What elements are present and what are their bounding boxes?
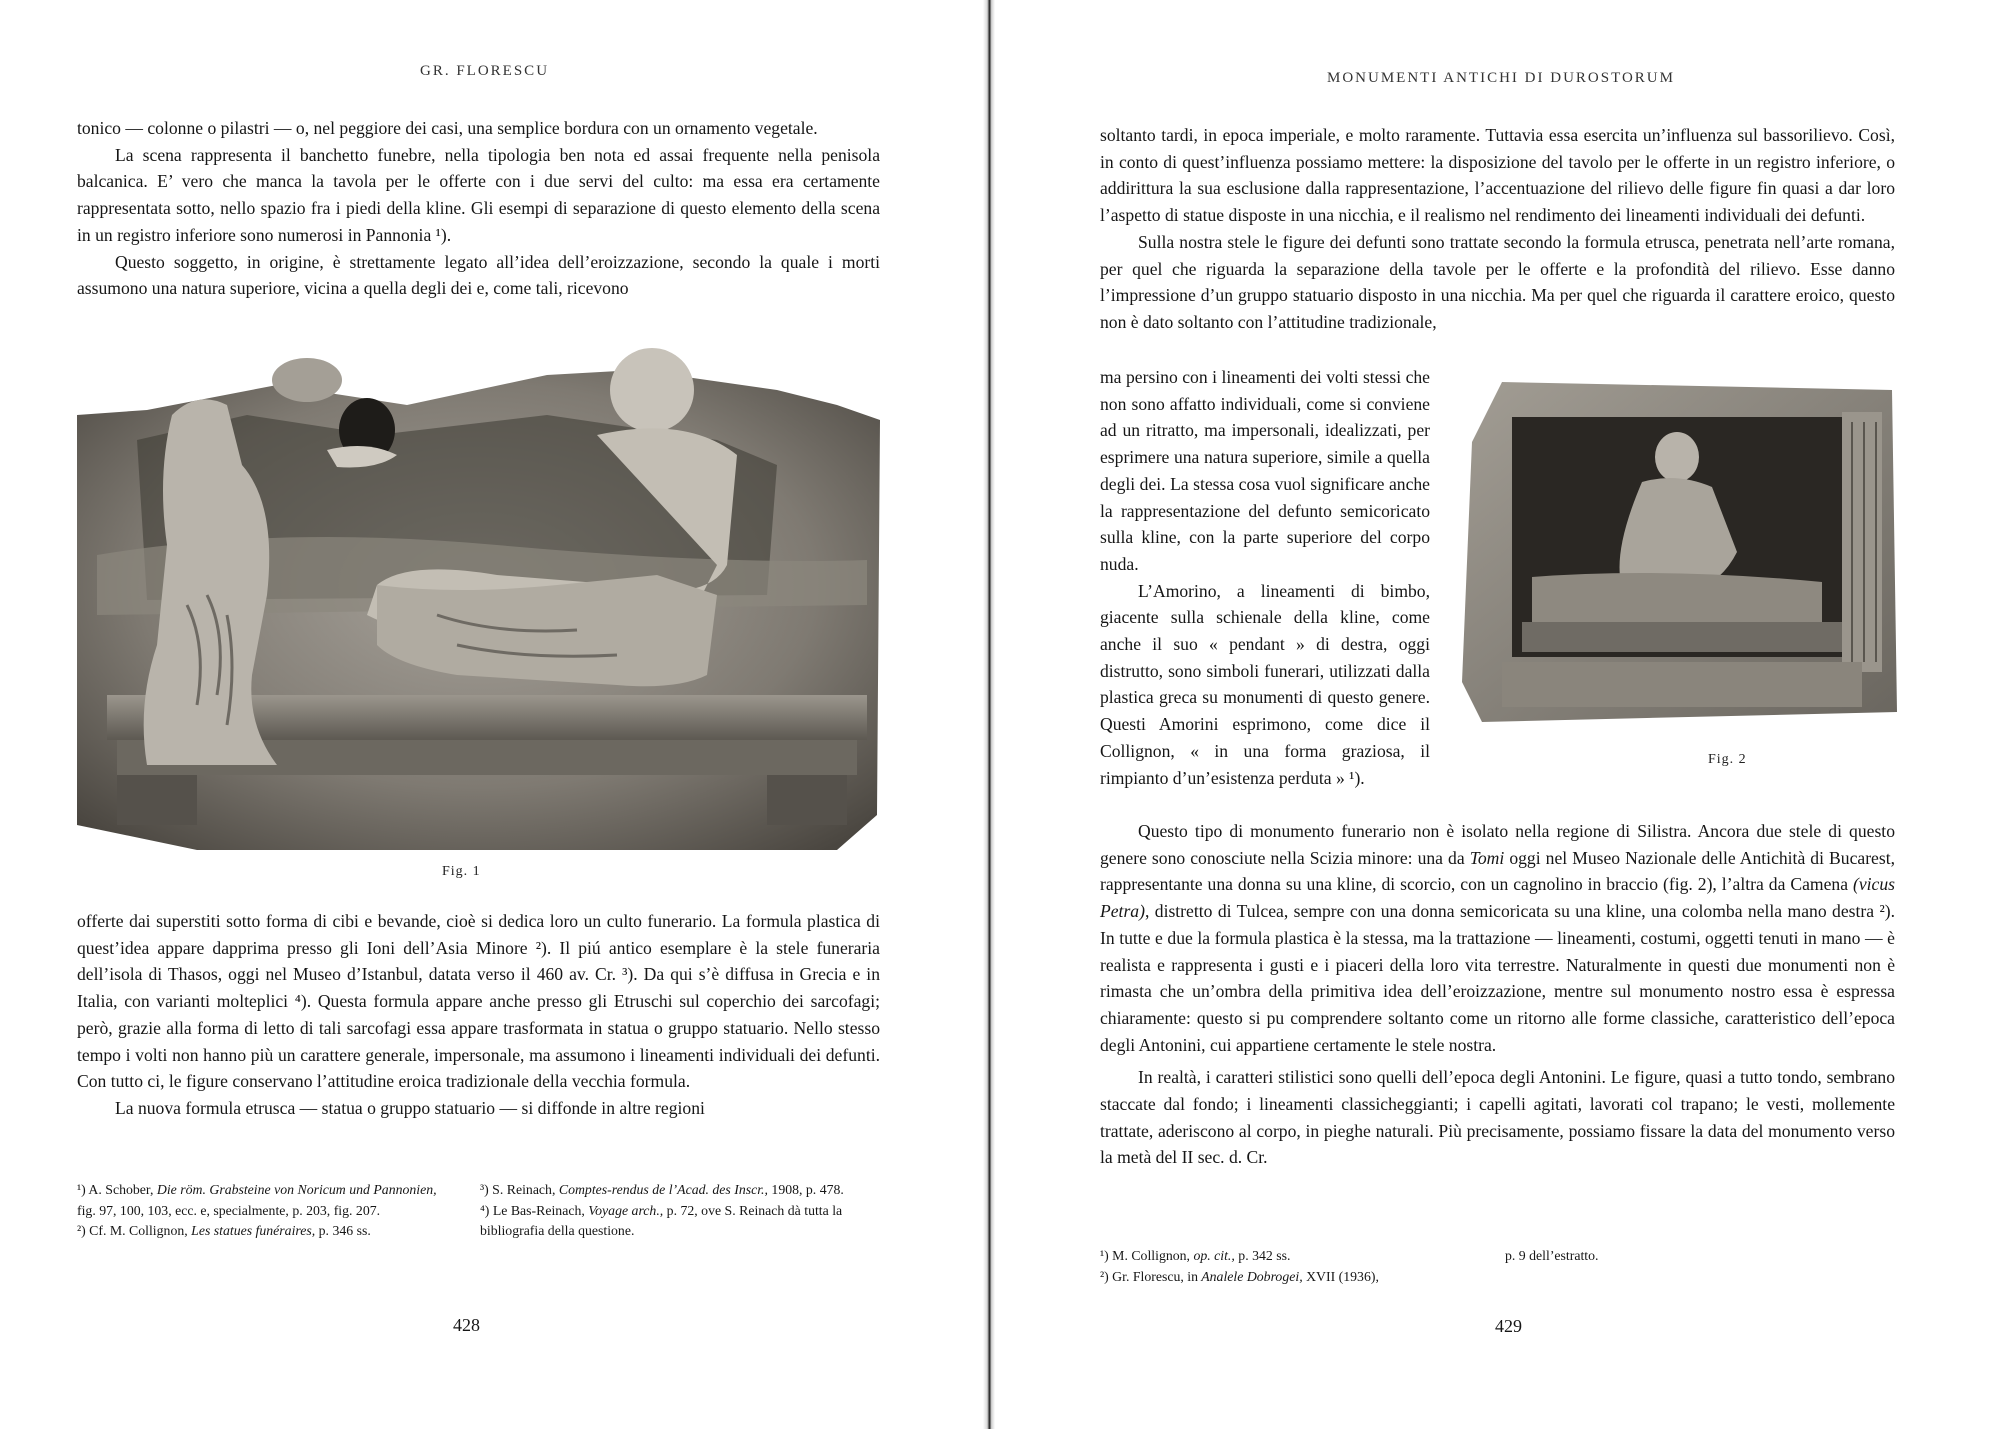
footnote-ref-continued: p. 9 dell’estratto.	[1505, 1248, 1599, 1263]
footnote-mark: ³)	[480, 1182, 489, 1197]
footnote-1	[77, 1180, 452, 1221]
left-page	[0, 0, 985, 1429]
footnote-2	[77, 1221, 452, 1242]
body-text-top	[77, 115, 880, 302]
text-run: , distretto di Tulcea, sempre con una donna semicoricata su una kline, una colomba nella mano destra ²). In tutte e due la formula plastica è la stessa, ma la trattazione — lineamenti, costumi, oggetti tenuti in mano — è realista e rappresenta i gusti e i piaceri della loro vita terrestre. Naturalmente in questi due monumenti non è rimasta che un’ombra della primitiva idea dell’eroizzazione, mentre sul monumento nostro essa è espressa chiaramente: questo si pu comprendere soltanto come un ritorno alle forme classiche, caratteristico dell’epoca degli Antonini, cui appartiene certamente le stele nostra.	[1100, 901, 1895, 1055]
body-text-bottom	[77, 908, 880, 1122]
footnote-1	[1100, 1246, 1895, 1267]
page-number: 429	[1495, 1316, 1522, 1336]
footnote-ref: p. 346 ss.	[315, 1223, 371, 1238]
running-head: MONUMENTI ANTICHI DI DUROSTORUM	[1327, 70, 1675, 86]
footnote-4	[480, 1201, 880, 1242]
right-page	[992, 0, 2000, 1429]
footnote-2	[1100, 1267, 1895, 1288]
paragraph: soltanto tardi, in epoca imperiale, e molto raramente. Tuttavia essa esercita un’influenza sul bassorilievo. Così, in conto di quest’influenza possiamo mettere: la disposizione del tavolo per le offerte in un registro inferiore, o addirittura la sua esclusione dalla rappresentazione, l’accentuazione del rilievo delle figure fin quasi a dar loro l’aspetto di statue disposte in una nicchia, e il realismo nel rendimento dei lineamenti individuali dei defunti.	[1100, 125, 1895, 226]
paragraph: Questo soggetto, in origine, è strettamente legato all’idea dell’eroizzazione, secondo la quale i morti assumono una natura superiore, vicina a quella degli dei e, come tali, ricevono	[77, 251, 880, 299]
footnotes	[1100, 1246, 1895, 1287]
footnote-ref: XVII (1936),	[1302, 1268, 1379, 1284]
figure-2-stele-photo	[1462, 382, 1897, 727]
footnote-ref: p. 72, ove S. Reinach dà tutta la bibliografia della questione.	[480, 1202, 843, 1238]
footnote-author: S. Reinach,	[488, 1182, 556, 1197]
text-italic: Tomi	[1469, 847, 1505, 868]
footnote-title: Die röm. Grabsteine von Noricum und Pannonien,	[153, 1182, 437, 1197]
paragraph: La nuova formula etrusca — statua o gruppo statuario — si diffonde in altre regioni	[115, 1097, 705, 1118]
footnote-author: Gr. Florescu, in	[1108, 1268, 1199, 1284]
figure-caption: Fig. 2	[1708, 752, 1747, 767]
body-text-bottom	[1100, 818, 1895, 1171]
footnote-mark: ⁴)	[480, 1202, 490, 1218]
page-number: 428	[453, 1315, 480, 1335]
stele-illustration	[1462, 382, 1897, 727]
paragraph: tonico — colonne o pilastri — o, nel peggiore dei casi, una semplice bordura con un ornamento vegetale.	[77, 118, 818, 138]
footnote-mark: ²)	[77, 1223, 86, 1238]
paragraph: In realtà, i caratteri stilistici sono quelli dell’epoca degli Antonini. Le figure, quasi a tutto tondo, sembrano staccate dal fondo; i lineamenti classicheggianti; i capelli agitati, lavorati col trapano; le vesti, mollemente trattate, aderiscono al corpo, in pieghe naturali. Più precisamente, possiamo fissare la data del monumento verso la metà del II sec. d. Cr.	[1100, 1067, 1895, 1168]
footnote-ref: p. 342 ss.	[1234, 1248, 1291, 1263]
footnote-mark: ¹)	[1100, 1248, 1109, 1263]
footnote-mark: ²)	[1100, 1268, 1109, 1284]
footnote-title: Analele Dobrogei,	[1198, 1268, 1303, 1284]
footnote-ref: 1908, p. 478.	[767, 1182, 844, 1197]
body-text-narrow	[1100, 364, 1430, 791]
footnote-author: Cf. M. Collignon,	[85, 1223, 188, 1238]
running-head: GR. FLORESCU	[420, 63, 550, 79]
paragraph: ma persino con i lineamenti dei volti stessi che non sono affatto individuali, come si conviene ad un ritratto, ma impersonali, idealizzati, per esprimere una natura superiore, simile a quella degli dei. La stessa cosa vuol significare anche la rappresentazione del defunto semicoricato sulla kline, con la parte superiore del corpo nuda.	[1100, 367, 1430, 574]
footnote-author: M. Collignon,	[1108, 1248, 1190, 1263]
text-italic: (vicus Petra)	[1100, 874, 1895, 922]
footnotes-column-2	[480, 1180, 880, 1242]
figure-caption: Fig. 1	[442, 864, 481, 879]
footnotes-column-1	[77, 1180, 452, 1242]
paragraph: L’Amorino, a lineamenti di bimbo, giacente sulla schienale della kline, come anche il suo « pendant » di destra, oggi distrutto, sono simboli funerari, utilizzati dalla plastica greca su monumenti di questo genere. Questi Amorini esprimono, come dice il Collignon, « in una forma graziosa, il rimpianto d’un’esistenza perduta » ¹).	[1100, 580, 1430, 788]
footnote-ref: fig. 97, 100, 103, ecc. e, specialmente, p. 203, fig. 207.	[77, 1202, 381, 1218]
footnote-mark: ¹)	[77, 1182, 86, 1197]
footnote-title: Voyage arch.,	[584, 1202, 664, 1218]
figure-1-relief-photo	[77, 345, 880, 850]
text-run: oggi nel Museo Nazionale delle Antichità di Bucarest, rappresentante una donna su una kline, di scorcio, con un cagnolino in braccio (fig. 2), l’altra da Camena	[1100, 847, 1895, 895]
text-run: Questo tipo di monumento funerario non è isolato nella regione di Silistra. Ancora due stele di questo genere sono conosciute nella Scizia minore: una da	[1100, 821, 1895, 868]
footnote-author: A. Schober,	[85, 1182, 154, 1197]
footnote-title: op. cit.,	[1190, 1248, 1235, 1263]
relief-illustration	[77, 345, 880, 850]
footnote-title: Les statues funéraires,	[187, 1223, 316, 1238]
paragraph: offerte dai superstiti sotto forma di cibi e bevande, cioè si dedica loro un culto funerario. La formula plastica di quest’idea appare dapprima presso gli Ioni dell’Asia Minore ²). Il piú antico esemplare è la stele funeraria dell’isola di Thasos, oggi nel Museo d’Istanbul, datata verso il 460 av. Cr. ³). Da qui s’è diffusa in Grecia e in Italia, con varianti molteplici ⁴). Questa formula appare anche presso gli Etruschi sul coperchio dei sarcofagi; però, grazie alla forma di letto di tali sarcofagi essa appare trasformata in statua o gruppo statuario. Nello stesso tempo i volti non hanno più un carattere generale, impersonale, ma assumono i lineamenti individuali dei defunti. Con tutto ci, le figure conservano l’attitudine eroica tradizionale della vecchia formula.	[77, 911, 880, 1092]
paragraph	[1100, 818, 1895, 1058]
body-text-top	[1100, 122, 1895, 336]
footnote-author: Le Bas-Reinach,	[489, 1202, 585, 1218]
footnote-3	[480, 1180, 880, 1201]
paragraph: Sulla nostra stele le figure dei defunti sono trattate secondo la formula etrusca, penetrata nell’arte romana, per quel che riguarda la separazione della tavole per le offerte e la profondità del rilievo. Esse danno l’impressione d’un gruppo statuario disposto in una nicchia. Ma per quel che riguarda il carattere eroico, questo non è dato soltanto con l’attitudine tradizionale,	[1100, 231, 1895, 332]
paragraph: La scena rappresenta il banchetto funebre, nella tipologia ben nota ed assai frequente nella penisola balcanica. E’ vero che manca la tavola per le offerte con i due servi del culto: ma essa era certamente rappresentata sotto, nello spazio fra i piedi della kline. Gli esempi di separazione di questo elemento della scena in un registro inferiore sono numerosi in Pannonia ¹).	[77, 144, 880, 245]
footnote-title: Comptes-rendus de l’Acad. des Inscr.,	[555, 1182, 768, 1197]
